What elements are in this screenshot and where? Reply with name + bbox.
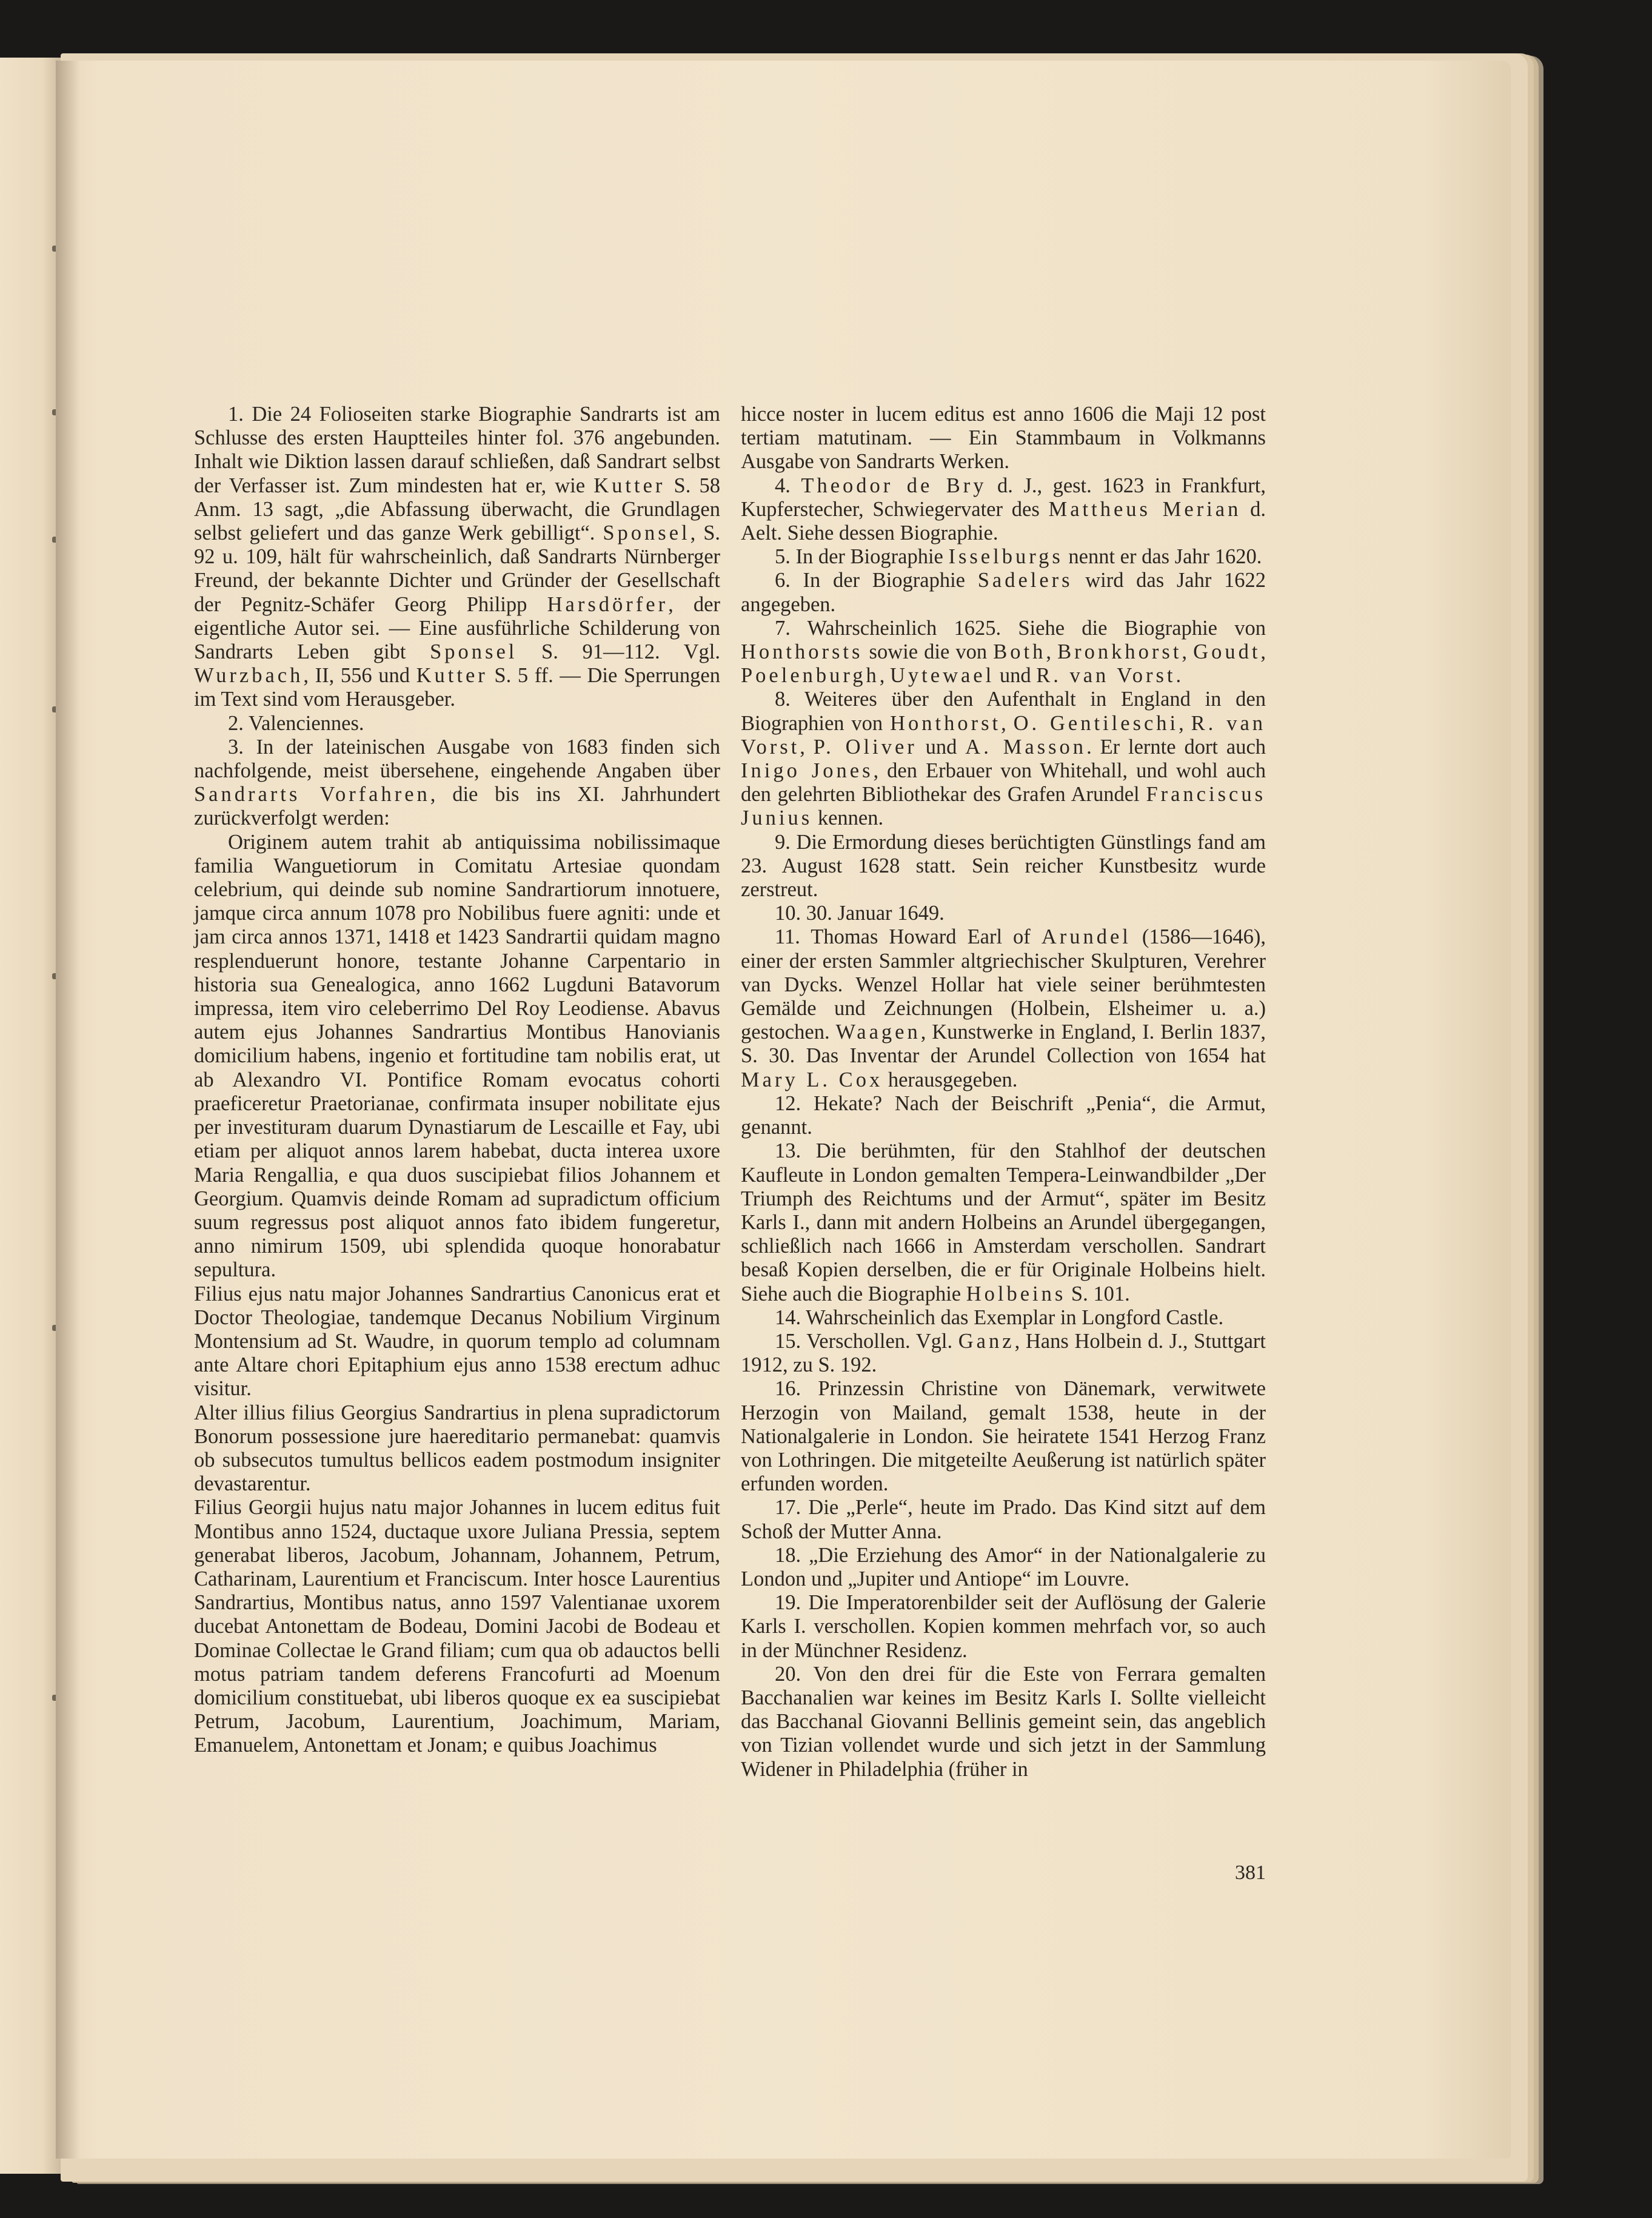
- spaced-name: Inigo Jones: [741, 759, 874, 783]
- text-run: 9. Die Ermordung dieses berüchtigten Günstlings fand am 23. August 1628 statt. Sein reicher Kunstbesitz wurde zerstreut.: [741, 830, 1266, 902]
- spaced-name: Mattheus Merian: [1048, 497, 1242, 521]
- spaced-name: Franciscus Junius: [741, 783, 1266, 830]
- text-run: 3. In der lateinischen Ausgabe von 1683 finden sich nachfolgende, meist übersehene, eingehende Angaben über: [194, 735, 720, 783]
- text-run: ,: [1179, 711, 1191, 735]
- text-run: ,: [800, 735, 814, 759]
- spaced-name: Sadelers: [977, 569, 1073, 592]
- spaced-name: Uytewael: [890, 664, 995, 688]
- footnote-paragraph: [741, 1377, 1266, 1496]
- text-run: ,: [1001, 711, 1014, 735]
- spaced-name: Holbeins: [966, 1282, 1066, 1305]
- text-run: und: [917, 735, 966, 759]
- footnote-paragraph: [741, 1591, 1266, 1663]
- spaced-name: Arundel: [1041, 925, 1131, 949]
- spaced-name: Isselburgs: [948, 545, 1063, 569]
- text-run: , die bis ins XI. Jahrhundert zurückverfolgt werden:: [194, 783, 720, 830]
- spaced-name: A. Masson: [965, 735, 1087, 759]
- spaced-name: Sponsel: [430, 640, 518, 664]
- footnote-paragraph: [741, 1496, 1266, 1543]
- footnote-paragraph: [741, 925, 1266, 1091]
- text-run: 19. Die Imperatorenbilder seit der Auflösung der Galerie Karls I. verschollen. Kopien kommen mehrfach vor, so auch in der Münchner Residenz.: [741, 1591, 1266, 1662]
- spaced-name: Kutter: [416, 664, 488, 688]
- spaced-name: Bronkhorst: [1057, 640, 1182, 664]
- text-run: ,: [1046, 640, 1058, 664]
- footnote-paragraph: [194, 1282, 720, 1401]
- text-run: .: [1175, 664, 1182, 688]
- footnote-paragraph: [741, 617, 1266, 688]
- text-run: 5. In der Biographie: [775, 545, 949, 569]
- spaced-name: Sponsel: [603, 521, 691, 545]
- spaced-name: Goudt: [1193, 640, 1261, 664]
- spaced-name: Wurzbach: [194, 664, 304, 688]
- text-run: und: [994, 664, 1037, 688]
- footnote-paragraph: [741, 1306, 1266, 1330]
- text-run: hicce noster in lucem editus est anno 1606 die Maji 12 post tertiam matutinam. — Ein Stammbaum in Volkmanns Ausgabe von Sandrarts Werken.: [741, 403, 1266, 474]
- text-run: S. 58 Anm. 13 sagt, „die Abfassung überwacht, die Grundlagen selbst geliefert und das ganze Werk gebilligt“.: [194, 474, 720, 545]
- text-run: S. 101.: [1066, 1282, 1130, 1305]
- footnote-paragraph: [741, 1092, 1266, 1139]
- spaced-name: Theodor de Bry: [801, 474, 987, 497]
- text-run: kennen.: [812, 806, 884, 830]
- text-run: Originem autem trahit ab antiquissima nobilissimaque familia Wanguetiorum in Comitatu Artesiae quondam celebrium, qui deinde sub nomine Sandrartiorum innotuere, jamque circa annum 1078 pro Nobilibus fuere agniti: unde et jam circa annos 1371, 1418 et 1423 Sandrartii quidam magno resplenduerunt honore, testante Johanne Carpentario in historia sua Genealogica, anno 1662 Lugduni Batavorum impressa, item viro celeberrimo Del Roy Leodiense. Abavus autem ejus Johannes Sandrartius Montibus Hanovianis domicilium habens, ingenio et fortitudine tam nobilis erat, ut ab Alexandro VI. Pontifice Romam evocatus cohorti praeficeretur Praetorianae, confirmata insuper nobilitate ejus per investituram duarum Dynastiarum de Lescaille et Fay, ubi etiam per aliquot annos larem habebat, ducta interea uxore Maria Rengallia, e qua duos suscipiebat filios Johannem et Georgium. Quamvis deinde Romam ad supradictum officium suum regressus post aliquot annos fato ibidem fungeretur, anno nimirum 1509, ubi splendida quoque honorabatur sepultura.: [194, 830, 720, 1282]
- spaced-name: Both: [993, 640, 1046, 664]
- text-run: 2. Valenciennes.: [228, 711, 364, 735]
- text-run: . Er lernte dort auch: [1086, 735, 1266, 759]
- footnote-paragraph: [194, 712, 720, 735]
- text-run: d. Aelt. Siehe dessen Biographie.: [741, 497, 1266, 545]
- footnote-paragraph: [741, 1663, 1266, 1781]
- footnote-paragraph: [741, 1139, 1266, 1305]
- text-run: Filius ejus natu major Johannes Sandrartius Canonicus erat et Doctor Theologiae, tandemque Decanus Nobilium Virginum Montensium ad St. Waudre, in quorum templo ad columnam ante Altare chori Epitaphium ejus anno 1538 erectum adhuc visitur.: [194, 1282, 720, 1401]
- text-run: , den Erbauer von Whitehall, und wohl auch den gelehrten Bibliothekar des Grafen Arundel: [741, 759, 1266, 806]
- footnote-paragraph: [194, 735, 720, 831]
- text-run: 10. 30. Januar 1649.: [775, 902, 945, 925]
- text-run: 14. Wahrscheinlich das Exemplar in Longford Castle.: [775, 1305, 1224, 1329]
- spaced-name: P. Oliver: [813, 735, 917, 759]
- text-run: 4.: [775, 474, 801, 497]
- text-run: ,: [879, 664, 891, 688]
- footnotes-left-column: [194, 403, 720, 1758]
- footnote-paragraph: [741, 569, 1266, 616]
- text-run: Alter illius filius Georgius Sandrartius in plena supradictorum Bonorum possessione jure haereditario permanebat: quamvis ob subsecutos tumultus bellicos eadem postmodum insigniter devastarentur.: [194, 1401, 720, 1496]
- text-run: S. 91—112. Vgl.: [517, 640, 720, 664]
- footnotes-right-column: [741, 403, 1266, 1781]
- text-run: sowie die von: [863, 640, 994, 664]
- text-run: , II, 556 und: [303, 664, 416, 688]
- spaced-name: Mary L. Cox: [741, 1068, 883, 1091]
- footnote-paragraph: [741, 688, 1266, 830]
- footnote-paragraph: [741, 545, 1266, 569]
- spaced-name: R. van Vorst: [741, 711, 1266, 759]
- text-run: herausgegeben.: [883, 1068, 1018, 1091]
- footnote-paragraph: [194, 1401, 720, 1496]
- text-run: ,: [1260, 640, 1266, 664]
- footnote-paragraph: [741, 1544, 1266, 1591]
- text-run: 20. Von den drei für die Este von Ferrara gemalten Bacchanalien war keines im Besitz Karls I. Sollte vielleicht das Bacchanal Giovanni Bellinis gemeint sein, das angeblich von Tizian vollendet wurde und sich jetzt in der Sammlung Widener in Philadelphia (früher in: [741, 1662, 1266, 1781]
- text-run: 18. „Die Erziehung des Amor“ in der Nationalgalerie zu London und „Jupiter und Antiope“ im Louvre.: [741, 1543, 1266, 1590]
- spaced-name: Sandrarts Vorfahren: [194, 783, 430, 806]
- text-run: S. 5 ff. — Die Sperrungen im Text sind vom Herausgeber.: [194, 664, 720, 711]
- text-run: 12. Hekate? Nach der Beischrift „Penia“, die Armut, genannt.: [741, 1091, 1266, 1139]
- footnote-paragraph: [741, 474, 1266, 546]
- spaced-name: O. Gentileschi: [1013, 711, 1179, 735]
- footnote-paragraph: [741, 403, 1266, 474]
- text-run: , Kunstwerke in England, I. Berlin 1837, S. 30. Das Inventar der Arundel Collection von 1654 hat: [741, 1020, 1266, 1068]
- text-run: 16. Prinzessin Christine von Dänemark, verwitwete Herzogin von Mailand, gemalt 1538, heute in der Nationalgalerie in London. Sie heiratete 1541 Herzog Franz von Lothringen. Die mitgeteilte Aeußerung ist natürlich später erfunden worden.: [741, 1377, 1266, 1496]
- footnote-paragraph: [741, 902, 1266, 925]
- text-run: 17. Die „Perle“, heute im Prado. Das Kind sitzt auf dem Schoß der Mutter Anna.: [741, 1496, 1266, 1543]
- footnote-paragraph: [741, 1330, 1266, 1377]
- spaced-name: Kutter: [594, 474, 666, 497]
- text-run: 15. Verschollen. Vgl.: [775, 1329, 958, 1353]
- text-run: 7. Wahrscheinlich 1625. Siehe die Biographie von: [775, 616, 1266, 640]
- text-run: wird das Jahr 1622 angegeben.: [741, 569, 1266, 616]
- text-run: ,: [1182, 640, 1194, 664]
- text-run: d. J., gest. 1623 in Frankfurt, Kupferstecher, Schwiegervater des: [741, 474, 1266, 521]
- text-run: 13. Die berühmten, für den Stahlhof der deutschen Kaufleute in London gemalten Tempera-Leinwandbilder „Der Triumph des Reichtums und der Armut“, später im Besitz Karls I., dann mit andern Holbeins an Arundel übergegangen, schließlich nach 1666 in Amsterdam verschollen. Sandrart besaß Kopien derselben, die er für Originale Holbeins hielt. Siehe auch die Biographie: [741, 1139, 1266, 1305]
- text-run: 6. In der Biographie: [775, 569, 978, 592]
- page-gutter-shadow: [56, 61, 80, 2159]
- footnote-paragraph: [194, 831, 720, 1282]
- text-run: Filius Georgii hujus natu major Johannes in lucem editus fuit Montibus anno 1524, ductaque uxore Juliana Pressia, septem generabat liberos, Jacobum, Johannam, Johannem, Petrum, Catharinam, Laurentium et Franciscum. Inter hosce Laurentius Sandrartius, Montibus natus, anno 1597 Valentianae uxorem ducebat Antonettam de Bodeau, Domini Jacobi de Bodeau et Dominae Collectae le Grand filiam; cum qua ob adauctos belli motus patriam tandem deferens Francofurti ad Moenum domicilium constituebat, ubi liberos quoque ex ea suscipiebat Petrum, Jacobum, Laurentium, Joachimum, Mariam, Emanuelem, Antonettam et Jonam; e quibus Joachimus: [194, 1496, 720, 1757]
- footnote-paragraph: [194, 1496, 720, 1757]
- text-run: , der eigentliche Autor sei. — Eine ausführliche Schilderung von Sandrarts Leben gibt: [194, 592, 720, 664]
- text-run: 1. Die 24 Folioseiten starke Biographie Sandrarts ist am Schlusse des ersten Hauptteiles hinter fol. 376 angebunden. Inhalt wie Diktion lassen darauf schließen, daß Sandrart selbst der Verfasser ist. Zum mindesten hat er, wie: [194, 403, 720, 497]
- spaced-name: R. van Vorst: [1036, 664, 1176, 688]
- spaced-name: Honthorsts: [741, 640, 863, 664]
- spaced-name: Honthorst: [890, 711, 1002, 735]
- text-run: nennt er das Jahr 1620.: [1063, 545, 1262, 569]
- text-run: 11. Thomas Howard Earl of: [775, 925, 1042, 949]
- spaced-name: Harsdörfer: [547, 592, 669, 616]
- footnote-paragraph: [741, 831, 1266, 902]
- spaced-name: Ganz: [958, 1329, 1015, 1353]
- page-number: 381: [1235, 1861, 1266, 1884]
- text-run: , Hans Holbein d. J., Stuttgart 1912, zu S. 192.: [741, 1329, 1266, 1377]
- text-run: , S. 92 u. 109, hält für wahrscheinlich, daß Sandrarts Nürnberger Freund, der bekannte Dichter und Gründer der Gesellschaft der Pegnitz-Schäfer Georg Philipp: [194, 521, 721, 616]
- spaced-name: Waagen: [835, 1020, 921, 1044]
- text-run: 8. Weiteres über den Aufenthalt in England in den Biographien von: [741, 688, 1266, 735]
- text-run: (1586—1646), einer der ersten Sammler altgriechischer Skulpturen, Verehrer van Dycks. Wenzel Hollar hat viele seiner berühmtesten Gemälde und Zeichnungen (Holbein, Elsheimer u. a.) gestochen.: [741, 925, 1266, 1044]
- spaced-name: Poelenburgh: [741, 664, 880, 688]
- footnote-paragraph: [194, 403, 720, 712]
